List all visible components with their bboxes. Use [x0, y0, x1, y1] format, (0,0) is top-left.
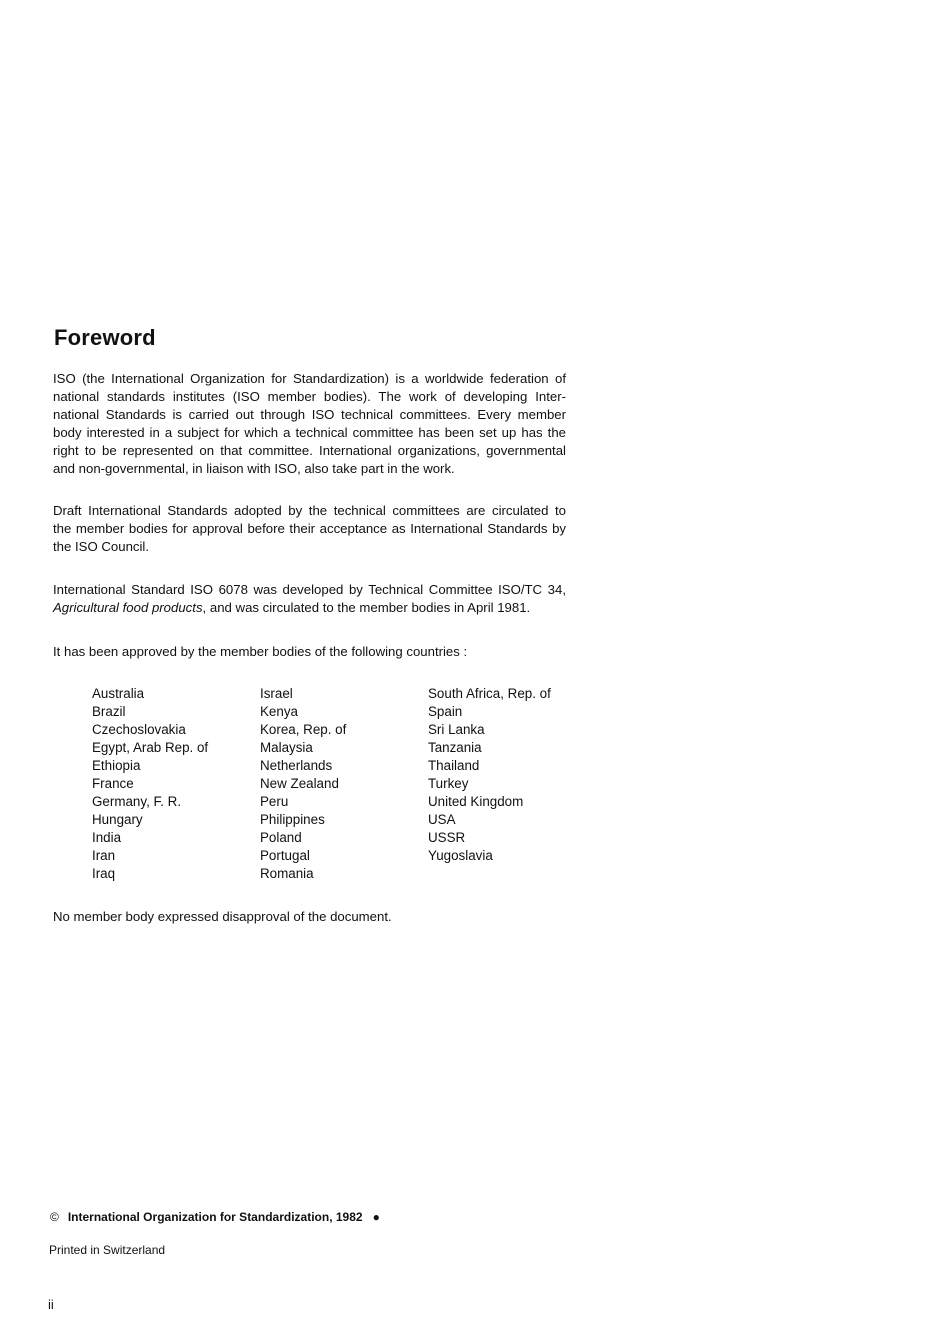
- country-item: USSR: [428, 830, 466, 845]
- country-item: South Africa, Rep. of: [428, 686, 551, 701]
- foreword-paragraph-3: [53, 581, 566, 617]
- bullet-icon: ●: [372, 1210, 380, 1224]
- country-item: Peru: [260, 794, 289, 809]
- country-item: Romania: [260, 866, 314, 881]
- country-item: Korea, Rep. of: [260, 722, 347, 737]
- country-item: Malaysia: [260, 740, 313, 755]
- paragraph-line: Draft International Standards adopted by the technical committees are circulated to: [53, 503, 566, 518]
- country-item: Kenya: [260, 704, 298, 719]
- country-item: France: [92, 776, 134, 791]
- paragraph-line: national standards institutes (ISO member bodies). The work of developing Inter-: [53, 389, 566, 404]
- copyright-line: [50, 1210, 380, 1224]
- country-item: Turkey: [428, 776, 469, 791]
- country-item: Iraq: [92, 866, 116, 881]
- foreword-paragraph-2: [53, 502, 566, 556]
- country-column-2: [260, 685, 430, 883]
- country-item: Australia: [92, 686, 145, 701]
- country-item: Ethiopia: [92, 758, 141, 773]
- country-item: Tanzania: [428, 740, 482, 755]
- paragraph-line: body interested in a subject for which a technical committee has been set up has the: [53, 425, 566, 440]
- page-number: ii: [48, 1297, 54, 1312]
- country-item: Iran: [92, 848, 116, 863]
- committee-title: Agricultural food products: [53, 600, 203, 615]
- paragraph-line: [53, 599, 566, 617]
- country-item: Sri Lanka: [428, 722, 485, 737]
- country-item: Israel: [260, 686, 293, 701]
- paragraph-line: right to be represented on that committee. International organizations, governmental: [53, 443, 566, 458]
- paragraph-line: ISO (the International Organization for Standardization) is a worldwide federation of: [53, 371, 566, 386]
- printed-in: Printed in Switzerland: [49, 1243, 166, 1257]
- paragraph-line: It has been approved by the member bodies of the following countries :: [53, 644, 468, 659]
- country-item: USA: [428, 812, 456, 827]
- copyright-symbol: ©: [50, 1210, 59, 1224]
- country-item: New Zealand: [260, 776, 339, 791]
- country-column-3: [428, 685, 588, 865]
- foreword-paragraph-5: No member body expressed disapproval of the document.: [53, 909, 392, 924]
- country-item: Yugoslavia: [428, 848, 493, 863]
- country-item: Spain: [428, 704, 463, 719]
- paragraph-line: International Standard ISO 6078 was developed by Technical Committee ISO/TC 34,: [53, 582, 566, 597]
- country-item: United Kingdom: [428, 794, 524, 809]
- country-item: Egypt, Arab Rep. of: [92, 740, 209, 755]
- country-item: Poland: [260, 830, 302, 845]
- paragraph-line: the member bodies for approval before their acceptance as International Standards by: [53, 521, 566, 536]
- section-heading: Foreword: [54, 325, 156, 350]
- country-item: Brazil: [92, 704, 126, 719]
- country-item: Thailand: [428, 758, 480, 773]
- country-item: Philippines: [260, 812, 325, 827]
- foreword-paragraph-4: [53, 643, 566, 661]
- country-item: Germany, F. R.: [92, 794, 182, 809]
- paragraph-line: and non-governmental, in liaison with ISO, also take part in the work.: [53, 461, 455, 476]
- copyright-text: International Organization for Standardization, 1982: [67, 1210, 363, 1224]
- paragraph-line: national Standards is carried out through ISO technical committees. Every member: [53, 407, 566, 422]
- foreword-paragraph-1: [53, 370, 566, 478]
- country-item: India: [92, 830, 122, 845]
- country-item: Hungary: [92, 812, 143, 827]
- country-item: Czechoslovakia: [92, 722, 186, 737]
- country-column-1: [92, 685, 262, 883]
- country-item: Netherlands: [260, 758, 333, 773]
- paragraph-line: the ISO Council.: [53, 539, 150, 554]
- country-item: Portugal: [260, 848, 310, 863]
- paragraph-line-rest: , and was circulated to the member bodies in April 1981.: [202, 600, 531, 615]
